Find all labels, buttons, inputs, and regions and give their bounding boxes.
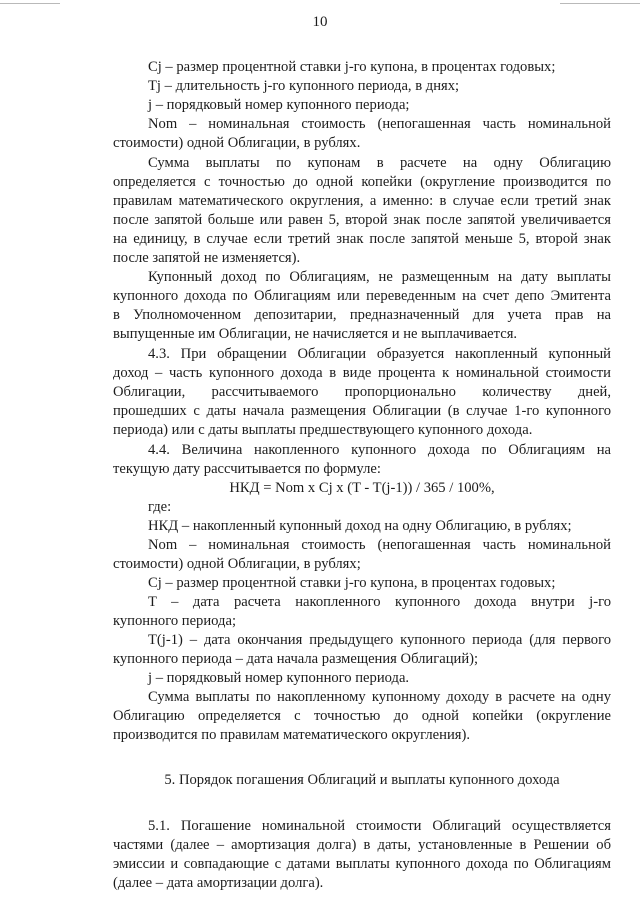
definition-t-prev: T(j-1) – дата окончания предыдущего купонного периода (для первого (148, 632, 611, 648)
body-text-line: стоимости) одной Облигации, в рублях. (113, 135, 361, 151)
body-text-line: на единицу, в случае если третий знак после запятой меньше 5, второй знак (113, 231, 611, 247)
formula-where-label: где: (148, 499, 172, 515)
body-text-line: производится по правилам математического округления). (113, 727, 470, 743)
body-text-line: доход – часть купонного дохода в виде процента к номинальной стоимости (113, 365, 611, 381)
body-text-line: после запятой больше или равен 5, второй знак после запятой увеличивается (113, 212, 611, 228)
paragraph-unplaced-bonds: Купонный доход по Облигациям, не размещенным на дату выплаты (148, 269, 611, 285)
definition-t: T – дата расчета накопленного купонного дохода внутри j-го (148, 594, 611, 610)
section-5-heading: 5. Порядок погашения Облигаций и выплаты купонного дохода (164, 772, 560, 788)
body-text-line: прошедших с даты начала размещения Облигации (в случае 1-го купонного (113, 403, 611, 419)
body-text-line: Облигацию определяется с точностью до одной копейки (округление (113, 708, 611, 724)
definition-tj: Tj – длительность j-го купонного периода, в днях; (148, 78, 460, 94)
body-text-line: (далее – дата амортизации долга). (113, 875, 324, 891)
body-text-line: в Уполномоченном депозитарии, предназначенный для учета прав на (113, 307, 611, 323)
body-text-line: стоимости) одной Облигации, в рублях; (113, 556, 361, 572)
page-number: 10 (312, 14, 328, 30)
body-text-line: определяется с точностью до одной копейки (округление производится по (113, 174, 611, 190)
definition-nkd: НКД – накопленный купонный доход на одну Облигацию, в рублях; (148, 518, 572, 534)
body-text-line: Облигации, рассчитываемого пропорционально количеству дней, (113, 384, 611, 400)
paragraph-coupon-sum: Сумма выплаты по купонам в расчете на одну Облигацию (148, 155, 611, 171)
body-text-line: выпущенные им Облигации, не начисляется и не выплачивается. (113, 326, 518, 342)
paragraph-accrued-sum: Сумма выплаты по накопленному купонному доходу в расчете на одну (148, 689, 611, 705)
body-text-line: купонного дохода по Облигациям или переведенным на счет депо Эмитента (113, 288, 611, 304)
definition-nom: Nom – номинальная стоимость (непогашенная часть номинальной (148, 116, 611, 132)
body-text-line: после запятой не изменяется). (113, 250, 301, 266)
paragraph-5-1: 5.1. Погашение номинальной стоимости Облигаций осуществляется (148, 818, 611, 834)
body-text-line: купонного периода – дата начала размещения Облигаций); (113, 651, 479, 667)
paragraph-4-4: 4.4. Величина накопленного купонного дохода по Облигациям на (148, 442, 611, 458)
scan-edge-line (0, 3, 60, 4)
definition-j: j – порядковый номер купонного периода. (148, 670, 410, 686)
body-text-line: правилам математического округления, а именно: в случае если третий знак (113, 193, 611, 209)
body-text-line: частями (далее – амортизация долга) в даты, установленные в Решении об (113, 837, 611, 853)
definition-cj: Cj – размер процентной ставки j-го купона, в процентах годовых; (148, 575, 556, 591)
scan-edge-line (560, 3, 640, 4)
body-text-line: периода) или с даты выплаты предшествующего купонного дохода. (113, 422, 533, 438)
paragraph-4-3: 4.3. При обращении Облигации образуется накопленный купонный (148, 346, 611, 362)
accrued-interest-formula: НКД = Nom x Cj x (T - T(j-1)) / 365 / 100%, (229, 480, 495, 496)
definition-nom: Nom – номинальная стоимость (непогашенная часть номинальной (148, 537, 611, 553)
body-text-line: купонного периода; (113, 613, 236, 629)
body-text-line: текущую дату рассчитывается по формуле: (113, 461, 381, 477)
definition-j: j – порядковый номер купонного периода; (148, 97, 410, 113)
definition-cj: Cj – размер процентной ставки j-го купона, в процентах годовых; (148, 59, 556, 75)
body-text-line: эмиссии и совпадающие с датами выплаты купонного дохода по Облигациям (113, 856, 611, 872)
